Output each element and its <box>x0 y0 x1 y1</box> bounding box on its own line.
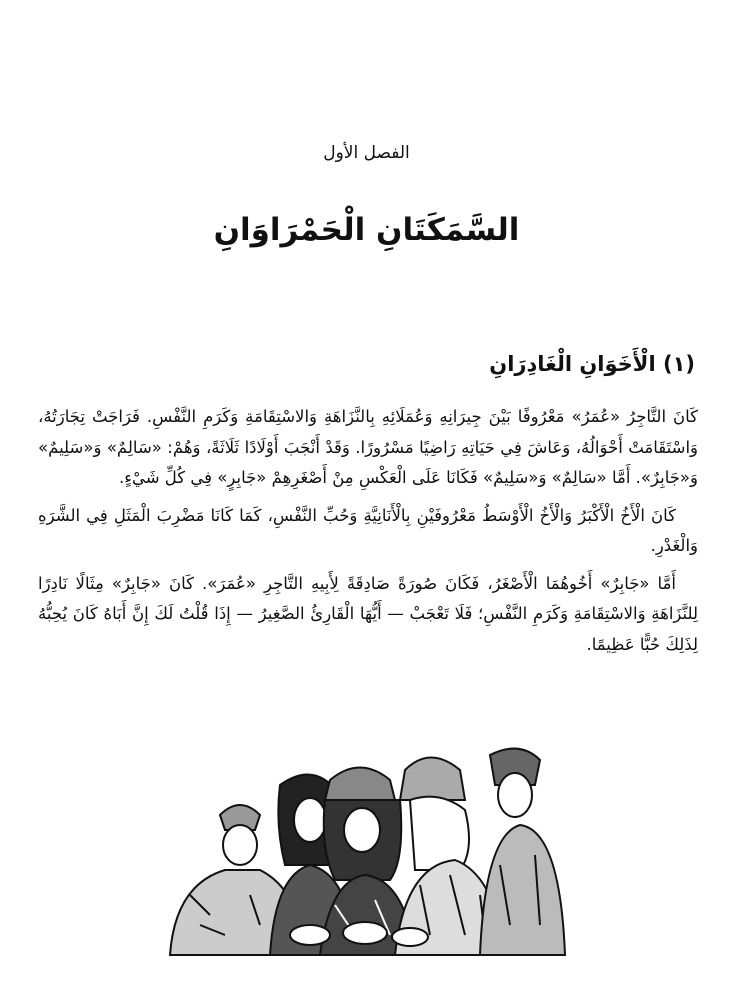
illustration-five-men <box>160 745 580 960</box>
chapter-title: السَّمَكَتَانِ الْحَمْرَاوَانِ <box>213 212 520 248</box>
section-heading: (١) الْأَخَوَانِ الْغَادِرَانِ <box>489 352 695 376</box>
paragraph-3: أَمَّا «جَابِرٌ» أَخُوهُمَا الْأَصْغَرُ، فَكَانَ صُورَةً صَادِقَةً لِأَبِيهِ التَّاجِرِ «عُمَرَ». كَانَ «جَابِرٌ» مِثَالًا نَادِرًا لِلنَّزَاهَةِ وَالاسْتِقَامَةِ وَكَرَمِ النَّفْسِ؛ فَلَا تَعْجَبْ — أَيُّهَا الْقَارِئُ الصَّغِيرُ — إِذَا قُلْتُ لَكَ إِنَّ أَبَاهُ كَانَ يُحِبُّهُ لِذَلِكَ حُبًّا عَظِيمًا. <box>38 573 698 654</box>
chapter-label: الفصل الأول <box>323 143 410 163</box>
paragraph-1: كَانَ التَّاجِرُ «عُمَرُ» مَعْرُوفًا بَيْنَ جِيرَانِهِ وَعُمَلَائِهِ بِالنَّزَاهَةِ وَالاسْتِقَامَةِ وَكَرَمِ النَّفْسِ. فَرَاجَتْ تِجَارَتُهُ، وَاسْتَقَامَتْ أَحْوَالُهُ، وَعَاشَ فِي حَيَاتِهِ رَاضِيًا مَسْرُورًا. وَقَدْ أَنْجَبَ أَوْلَادًا ثَلَاثَةً، وَهُمْ: «سَالِمٌ» وَ«سَلِيمٌ» وَ«جَابِرٌ». أَمَّا «سَالِمٌ» وَ«سَلِيمٌ» فَكَانَا عَلَى الْعَكْسِ مِنْ أَصْغَرِهِمْ «جَابِرٍ» فِي كُلِّ شَيْءٍ. <box>38 407 698 487</box>
paragraph-2: كَانَ الْأَخُ الْأَكْبَرُ وَالْأَخُ الْأَوْسَطُ مَعْرُوفَيْنِ بِالْأَنَانِيَّةِ وَحُبِّ النَّفْسِ، كَمَا كَانَا مَضْرِبَ الْمَثَلِ فِي الشَّرَهِ وَالْغَدْرِ. <box>38 505 698 555</box>
body-text <box>38 402 698 667</box>
figure-man-right <box>480 749 565 955</box>
